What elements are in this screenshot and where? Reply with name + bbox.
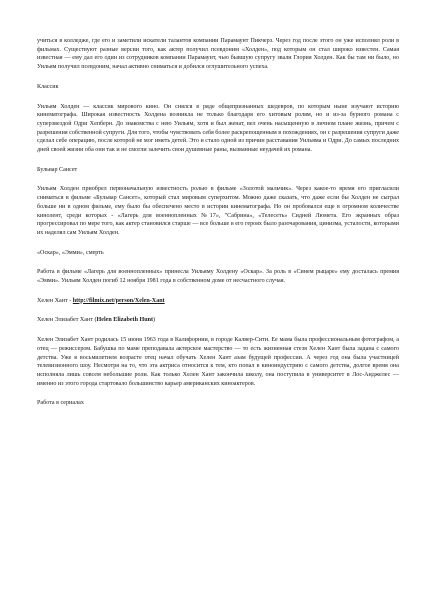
intro-paragraph: учиться в колледже, где его и заметили искатели талантов компании Парамаунт Пикчерз. Через год после этого он уже исполнял роли в фильмах. Существуют разные версии того, как актер получил псевдоним «Холден», под которым он стал широко известен. Самая известная — ему дал его один из сотрудников компании Парамаунт, чью бывшую супругу звали Глория Холден. Как бы там ни было, но Уильям получил псевдоним, начал активно сниматься и добился оглушительного успеха.	[37, 38, 399, 71]
hunt-full-name	[37, 316, 399, 325]
section-heading-boulevard: Бульвар Сансет	[37, 166, 78, 173]
hunt-name-en: Helen Elizabeth Hunt	[96, 317, 154, 324]
hunt-link-line	[37, 297, 399, 306]
section-heading-series: Работа в сериалах	[37, 400, 84, 407]
hunt-link-prefix: Хелен Хант -	[37, 297, 73, 304]
boulevard-paragraph: Уильям Холден приобрел первоначальную известность ролью в фильме «Золотой мальчик». Через какое-то время его пригласили сниматься в фильме «Бульвар Сансет», который стал мировым суперхитом. Можно даже сказать, что даже если бы Холден не сыграл больше ни в одном фильме, ему было бы обеспечено место в истории кинематографа. Но он пробовался еще в огромном количестве кинолент, среди которых - «Лагерь для военнопленных №17», "Сабрина», «Телесеть» Сидней Люмета. Его экранных образ прогрессировал по мере того, как актер становился старше — все больше в его героях было разочарования, цинизма, усталости, которыми их наделял сам Уильям Холден.	[37, 186, 399, 236]
section-heading-classic: Классик	[37, 83, 59, 90]
hunt-profile-link[interactable]: http://filmix.net/person/Xelen-Xant	[72, 297, 165, 304]
oscar-paragraph: Работа в фильме «Лагерь для военнопленных» принесла Уильяму Холдену «Оскар». За роль в «Синем рыцаре» ему досталась премия «Эмми». Уильям Холден погиб 12 ноября 1981 года в собственном доме от несчастного случая.	[37, 269, 399, 285]
hunt-paragraph: Хелен Элизабет Хант родилась 15 июня 1963 года в Калифорнии, в городе Калвер-Сити. Ее мама была профессиональным фотографом, а отец — режиссером. Бабушка по маме преподавала актерское мастерство — то есть жизненная стезя Хелен Хант была задана с самого детства. Уже в восьмилетнем возрасте отец начал обучать Хелен Хант азам будущей профессии. А через год она была участницей телевизионного шоу. Несмотря на то, что эта актриса относится к тем, кто попал в киноиндустрию с самого детства, долгое время она исполняла лишь совсем небольшие роли. Как только Хелен Хант закончила школу, она поступила в университет в Лос-Анджелес — именно из этого города стартовало большинство карьер американских киноактеров.	[37, 337, 399, 387]
hunt-name-close: )	[153, 317, 156, 324]
hunt-name-ru: Хелен Элизабет Хант (	[37, 317, 97, 324]
section-heading-oscar: «Оскар», «Эмми», смерть	[37, 249, 104, 256]
classic-paragraph: Уильям Холден — классик мирового кино. Он снялся в ряде общепризнанных шедевров, по которым ныне изучают историю кинематографа. Широкая известность Холдена возникла не только благодаря его хитовым ролям, но и из-за бурного романа с суперзвездой Одри Хепберн. До знакомства с нею Уильям, хотя и был женат, вел очень насыщенную в личном плане жизнь, причем с разрешения собственной супруги. Для того, чтобы чувствовать себя более раскрепощенным в похождениях, он с разрешения супруги даже сделал себе операцию, после которой не мог иметь детей. Это и стало одной из причин расставания Уильяма и Одри. До самых последних дней своей жизни оба они так и не смогли залечить свои душевные раны, вызванные неудачей их романа.	[37, 103, 400, 154]
